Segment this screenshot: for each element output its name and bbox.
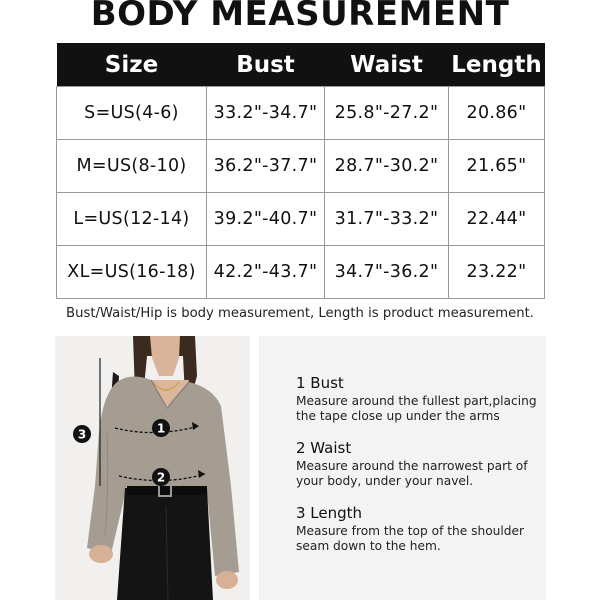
model-figure bbox=[55, 336, 250, 600]
cell-length: 22.44" bbox=[449, 193, 545, 246]
bust-instruction-text: Measure around the fullest part,placing the tape close up under the arms bbox=[296, 394, 537, 423]
length-instruction-title: 3 Length bbox=[296, 504, 363, 522]
table-row bbox=[57, 193, 545, 246]
measurement-instructions bbox=[259, 336, 546, 600]
model-illustration bbox=[55, 336, 250, 600]
length-instruction-text: Measure from the top of the shoulder seam down to the hem. bbox=[296, 524, 525, 553]
header-length: Length bbox=[449, 43, 545, 87]
waist-instruction-title: 2 Waist bbox=[296, 439, 352, 457]
waist-marker-label: 2 bbox=[156, 470, 166, 485]
length-marker-label: 3 bbox=[77, 427, 87, 442]
cell-size: S=US(4-6) bbox=[57, 87, 207, 140]
cell-waist: 31.7"-33.2" bbox=[325, 193, 449, 246]
page-title: BODY MEASUREMENT bbox=[90, 0, 510, 34]
cell-bust: 33.2"-34.7" bbox=[207, 87, 325, 140]
cell-length: 20.86" bbox=[449, 87, 545, 140]
cell-length: 21.65" bbox=[449, 140, 545, 193]
size-chart-table bbox=[56, 43, 545, 299]
measurement-note: Bust/Waist/Hip is body measurement, Length is product measurement. bbox=[66, 306, 534, 321]
header-bust: Bust bbox=[207, 43, 325, 87]
table-row bbox=[57, 246, 545, 299]
cell-bust: 42.2"-43.7" bbox=[207, 246, 325, 299]
cell-size: L=US(12-14) bbox=[57, 193, 207, 246]
cell-waist: 25.8"-27.2" bbox=[325, 87, 449, 140]
cell-bust: 39.2"-40.7" bbox=[207, 193, 325, 246]
bust-marker-label: 1 bbox=[156, 421, 166, 436]
cell-waist: 28.7"-30.2" bbox=[325, 140, 449, 193]
waist-instruction-text: Measure around the narrowest part of your body, under your navel. bbox=[296, 459, 528, 488]
cell-length: 23.22" bbox=[449, 246, 545, 299]
table-header-row bbox=[57, 43, 545, 87]
cell-bust: 36.2"-37.7" bbox=[207, 140, 325, 193]
bust-instruction-title: 1 Bust bbox=[296, 374, 344, 392]
pants bbox=[117, 488, 213, 600]
cell-waist: 34.7"-36.2" bbox=[325, 246, 449, 299]
header-waist: Waist bbox=[325, 43, 449, 87]
table-row bbox=[57, 87, 545, 140]
header-size: Size bbox=[57, 43, 207, 87]
cell-size: XL=US(16-18) bbox=[57, 246, 207, 299]
cell-size: M=US(8-10) bbox=[57, 140, 207, 193]
table-row bbox=[57, 140, 545, 193]
